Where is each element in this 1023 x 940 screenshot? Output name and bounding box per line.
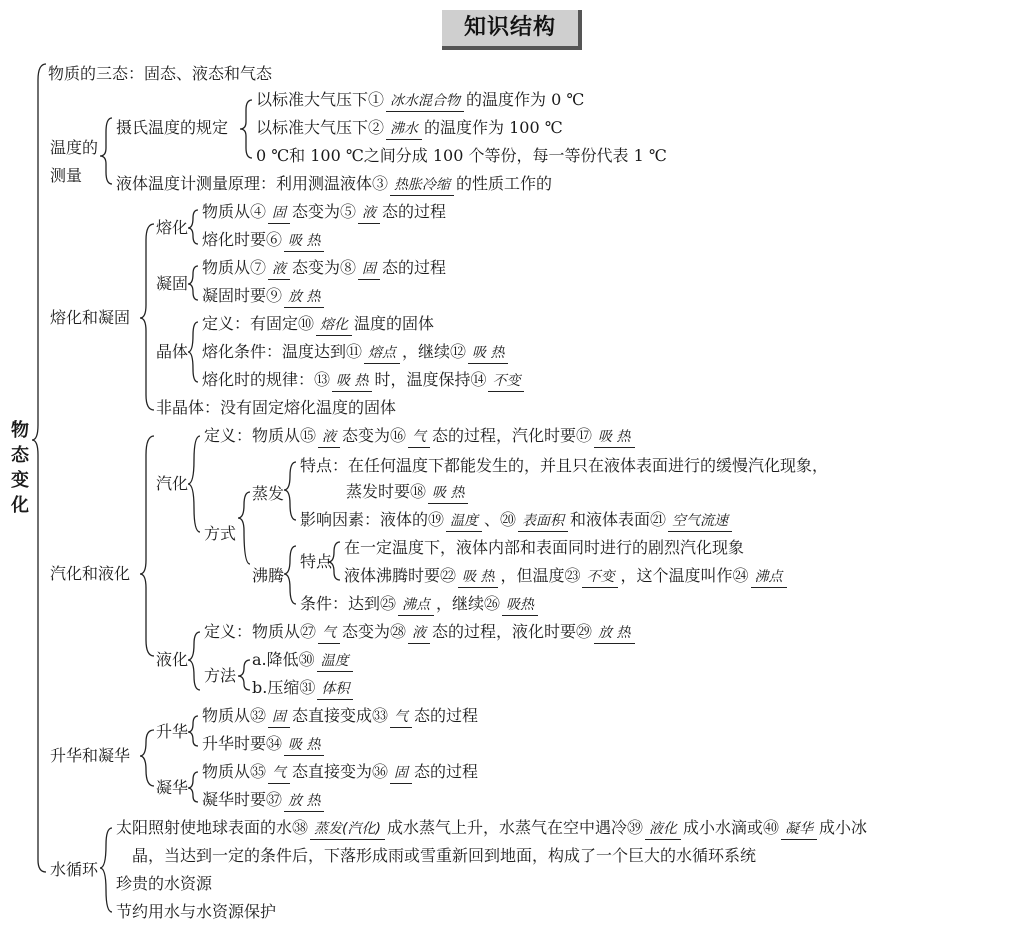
- answer-16: 气: [408, 427, 430, 448]
- page-title: 知识结构: [442, 10, 582, 50]
- vaporization-def: 定义：物质从⑮ 液 态变为⑯ 气 态的过程，汽化时要⑰ 吸 热: [204, 426, 637, 448]
- method-b: b.压缩㉛ 体积: [252, 678, 355, 700]
- answer-20: 表面积: [518, 511, 568, 532]
- answer-5: 液: [358, 203, 380, 224]
- method-a: a.降低㉚ 温度: [252, 650, 355, 672]
- answer-34: 吸 热: [284, 735, 324, 756]
- melt-label: 熔化: [156, 218, 189, 237]
- melt-process: 物质从④ 固 态变为⑤ 液 态的过程: [202, 202, 446, 224]
- answer-29: 放 热: [594, 623, 634, 644]
- answer-19: 温度: [446, 511, 482, 532]
- sublimation-heat: 升华时要㉞ 吸 热: [202, 734, 326, 756]
- answer-11: 熔点: [364, 343, 400, 364]
- evaporation-factors: 影响因素：液体的⑲ 温度 、⑳ 表面积 和液体表面㉑ 空气流速: [300, 510, 734, 532]
- answer-4: 固: [268, 203, 290, 224]
- thermometer-principle: 液体温度计测量原理：利用测温液体③ 热胀冷缩 的性质工作的: [116, 174, 552, 196]
- answer-35: 气: [268, 763, 290, 784]
- liquefaction-def: 定义：物质从㉗ 气 态变为㉘ 液 态的过程，液化时要㉙ 放 热: [204, 622, 637, 644]
- answer-37: 放 热: [284, 791, 324, 812]
- temp-measure-label: 温度的测量: [50, 138, 99, 185]
- answer-2: 沸水: [386, 119, 422, 140]
- states-line: 物质的三态：固态、液态和气态: [48, 64, 273, 83]
- answer-27: 气: [318, 623, 340, 644]
- freeze-label: 凝固: [156, 274, 189, 293]
- deposition-process: 物质从㉟ 气 态直接变为㊱ 固 态的过程: [202, 762, 478, 784]
- celsius-rule-2: 以标准大气压下② 沸水 的温度作为 100 ℃: [256, 118, 563, 140]
- sublimation-label: 升华: [156, 722, 189, 741]
- melt-heat: 熔化时要⑥ 吸 热: [202, 230, 326, 252]
- crystal-label: 晶体: [156, 342, 189, 361]
- answer-13: 吸 热: [332, 371, 372, 392]
- answer-22: 吸 热: [458, 567, 498, 588]
- answer-38: 蒸发(汽化): [310, 819, 385, 840]
- answer-25: 沸点: [398, 595, 434, 616]
- answer-12: 吸 热: [468, 343, 508, 364]
- answer-26: 吸热: [502, 595, 538, 616]
- answer-3: 热胀冷缩: [390, 175, 454, 196]
- answer-28: 液: [408, 623, 430, 644]
- answer-15: 液: [318, 427, 340, 448]
- boiling-feature-label: 特点: [300, 552, 333, 571]
- answer-1: 冰水混合物: [386, 91, 464, 112]
- boiling-feature-2: 液体沸腾时要㉒ 吸 热 ，但温度㉓ 不变 ，这个温度叫作㉔ 沸点: [344, 566, 789, 588]
- boiling-condition: 条件：达到㉕ 沸点 ，继续㉖ 吸热: [300, 594, 540, 616]
- water-saving: 节约用水与水资源保护: [116, 902, 277, 921]
- sublimation-process: 物质从㉜ 固 态直接变成㉝ 气 态的过程: [202, 706, 478, 728]
- answer-39: 液化: [645, 819, 681, 840]
- boiling-label: 沸腾: [252, 566, 285, 585]
- answer-9: 放 热: [284, 287, 324, 308]
- answer-10: 熔化: [316, 315, 352, 336]
- water-cycle-label: 水循环: [50, 860, 99, 879]
- answer-7: 液: [268, 259, 290, 280]
- crystal-rule: 熔化时的规律：⑬ 吸 热 时，温度保持⑭ 不变: [202, 370, 526, 392]
- answer-17: 吸 热: [594, 427, 634, 448]
- answer-33: 气: [390, 707, 412, 728]
- answer-24: 沸点: [751, 567, 787, 588]
- answer-32: 固: [268, 707, 290, 728]
- freeze-heat: 凝固时要⑨ 放 热: [202, 286, 326, 308]
- evaporation-heat: 蒸发时要⑱ 吸 热: [346, 482, 470, 504]
- celsius-rule-3: 0 ℃和 100 ℃之间分成 100 个等份，每一等份代表 1 ℃: [256, 146, 667, 165]
- ways-label: 方式: [204, 524, 237, 543]
- answer-40: 凝华: [781, 819, 817, 840]
- evaporation-label: 蒸发: [252, 484, 285, 503]
- celsius-rule-1: 以标准大气压下① 冰水混合物 的温度作为 0 ℃: [256, 90, 584, 112]
- answer-31: 体积: [317, 679, 353, 700]
- deposition-heat: 凝华时要㊲ 放 热: [202, 790, 326, 812]
- non-crystal: 非晶体：没有固定熔化温度的固体: [156, 398, 397, 417]
- freeze-process: 物质从⑦ 液 态变为⑧ 固 态的过程: [202, 258, 446, 280]
- crystal-condition: 熔化条件：温度达到⑪ 熔点 ，继续⑫ 吸 热: [202, 342, 510, 364]
- root-label: 物态变化: [11, 420, 29, 516]
- vaporization-label: 汽化: [156, 474, 189, 493]
- answer-8: 固: [358, 259, 380, 280]
- water-resources: 珍贵的水资源: [116, 874, 213, 893]
- water-cycle-line-1: 太阳照射使地球表面的水㊳ 蒸发(汽化) 成水蒸气上升，水蒸气在空中遇冷㊴ 液化 成小水滴或㊵ 凝华 成小冰: [116, 818, 867, 840]
- answer-14: 不变: [488, 371, 524, 392]
- answer-21: 空气流速: [668, 511, 732, 532]
- answer-36: 固: [390, 763, 412, 784]
- evaporation-feature: 特点：在任何温度下都能发生的，并且只在液体表面进行的缓慢汽化现象，: [300, 456, 829, 475]
- answer-6: 吸 热: [284, 231, 324, 252]
- sub-dep-label: 升华和凝华: [50, 746, 131, 765]
- answer-18: 吸 热: [428, 483, 468, 504]
- melt-freeze-label: 熔化和凝固: [50, 308, 131, 327]
- method-label: 方法: [204, 666, 237, 685]
- deposition-label: 凝华: [156, 778, 189, 797]
- celsius-label: 摄氏温度的规定: [116, 118, 229, 137]
- answer-30: 温度: [317, 651, 353, 672]
- vap-liq-label: 汽化和液化: [50, 564, 131, 583]
- answer-23: 不变: [582, 567, 618, 588]
- crystal-def: 定义：有固定⑩ 熔化 温度的固体: [202, 314, 434, 336]
- water-cycle-line-2: 晶，当达到一定的条件后，下落形成雨或雪重新回到地面，构成了一个巨大的水循环系统: [132, 846, 757, 865]
- liquefaction-label: 液化: [156, 650, 189, 669]
- boiling-feature-1: 在一定温度下，液体内部和表面同时进行的剧烈汽化现象: [344, 538, 745, 557]
